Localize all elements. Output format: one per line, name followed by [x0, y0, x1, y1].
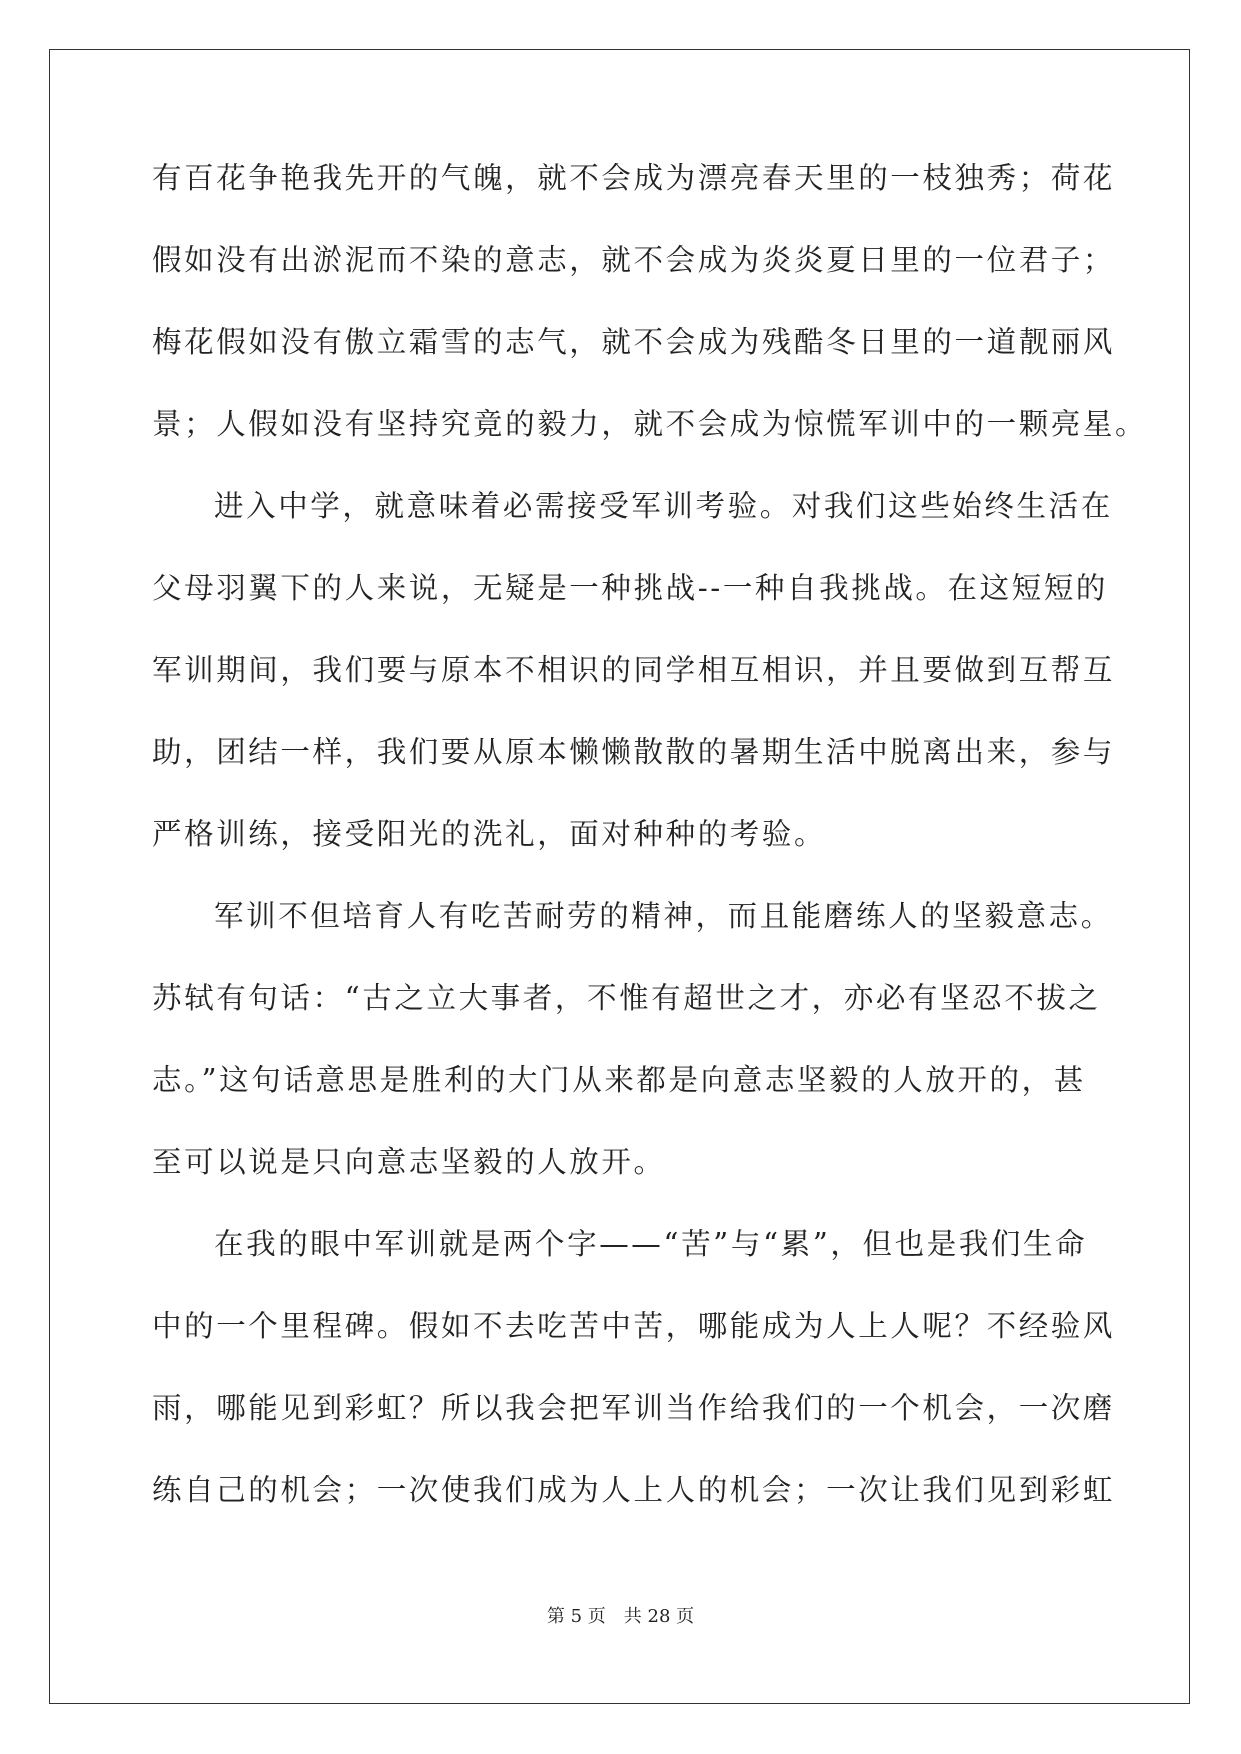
page-number: 第 5 页 共 28 页: [546, 1606, 695, 1627]
text-line: 志。”这句话意思是胜利的大门从来都是向意志坚毅的人放开的，甚: [152, 1063, 1086, 1097]
text-line: 严格训练，接受阳光的洗礼，面对种种的考验。: [152, 817, 827, 851]
text-line: 景；人假如没有坚持究竟的毅力，就不会成为惊慌军训中的一颗亮星。: [152, 407, 1148, 441]
text-line: 雨，哪能见到彩虹？所以我会把军训当作给我们的一个机会，一次磨: [152, 1391, 1116, 1425]
text-line: 至可以说是只向意志坚毅的人放开。: [152, 1145, 666, 1179]
text-line: 军训期间，我们要与原本不相识的同学相互相识，并且要做到互帮互: [152, 653, 1116, 687]
text-line: 进入中学，就意味着必需接受军训考验。对我们这些始终生活在: [214, 489, 1113, 523]
text-line: 练自己的机会；一次使我们成为人上人的机会；一次让我们见到彩虹: [152, 1473, 1116, 1507]
text-line: 梅花假如没有傲立霜雪的志气，就不会成为残酷冬日里的一道靓丽风: [152, 325, 1116, 359]
text-line: 在我的眼中军训就是两个字——“苦”与“累”，但也是我们生命: [214, 1227, 1088, 1261]
text-line: 假如没有出淤泥而不染的意志，就不会成为炎炎夏日里的一位君子；: [152, 243, 1116, 277]
document-body: [152, 161, 1148, 1557]
text-line: 有百花争艳我先开的气魄，就不会成为漂亮春天里的一枝独秀；荷花: [152, 161, 1116, 195]
text-line: 助，团结一样，我们要从原本懒懒散散的暑期生活中脱离出来，参与: [152, 735, 1116, 769]
text-line: 中的一个里程碑。假如不去吃苦中苦，哪能成为人上人呢？不经验风: [152, 1309, 1116, 1343]
text-line: 父母羽翼下的人来说，无疑是一种挑战--一种自我挑战。在这短短的: [152, 571, 1109, 605]
text-line: 苏轼有句话：“古之立大事者，不惟有超世之才，亦必有坚忍不拔之: [152, 981, 1101, 1015]
text-line: 军训不但培育人有吃苦耐劳的精神，而且能磨练人的坚毅意志。: [214, 899, 1113, 933]
